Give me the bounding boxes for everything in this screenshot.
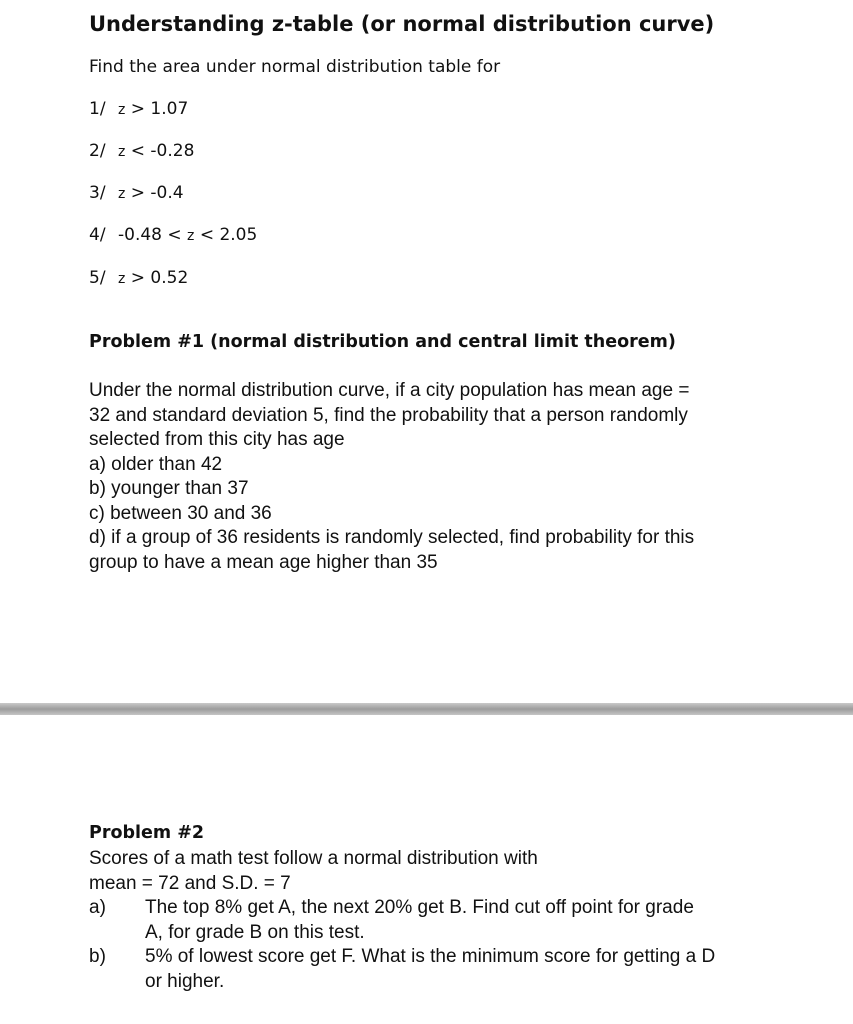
- question-1: [89, 99, 188, 119]
- question-3: [89, 183, 184, 203]
- section-title: Understanding z-table (or normal distribution curve): [89, 12, 715, 36]
- problem1-line: group to have a mean age higher than 35: [89, 551, 438, 573]
- item-text: A, for grade B on this test.: [145, 921, 365, 943]
- question-number: 1/: [89, 99, 106, 119]
- problem1-option-a: a) older than 42: [89, 453, 223, 475]
- problem1-body: [89, 379, 789, 575]
- problem1-option-c: c) between 30 and 36: [89, 502, 272, 524]
- question-5: [89, 268, 188, 288]
- item-text: 5% of lowest score get F. What is the minimum score for getting a D: [145, 946, 716, 967]
- problem2-item-b: [89, 945, 789, 970]
- z-variable: z: [118, 271, 126, 287]
- problem2-line: Scores of a math test follow a normal distribution with: [89, 848, 538, 869]
- z-variable: z: [118, 102, 126, 118]
- question-2: [89, 141, 194, 161]
- question-expression: > 1.07: [130, 99, 189, 119]
- problem2-item-a-cont: [89, 921, 789, 946]
- question-expression: < 2.05: [199, 225, 258, 245]
- item-label: b): [89, 946, 106, 967]
- problem2-body: [89, 847, 789, 994]
- problem1-title: Problem #1 (normal distribution and central limit theorem): [89, 332, 676, 352]
- problem1-line: Under the normal distribution curve, if a city population has mean age =: [89, 380, 690, 401]
- question-number: 5/: [89, 268, 106, 288]
- question-expression: > -0.4: [130, 183, 184, 203]
- question-number: 3/: [89, 183, 106, 203]
- intro-text: Find the area under normal distribution table for: [89, 57, 501, 77]
- item-text: or higher.: [145, 970, 225, 992]
- item-label: a): [89, 897, 106, 918]
- problem2-title: Problem #2: [89, 823, 205, 843]
- question-expression: < -0.28: [130, 141, 195, 161]
- problem1-line: 32 and standard deviation 5, find the probability that a person randomly: [89, 404, 688, 426]
- z-variable: z: [187, 228, 195, 244]
- problem2-item-a: [89, 896, 789, 921]
- problem1-option-b: b) younger than 37: [89, 478, 249, 499]
- problem2-item-b-cont: [89, 970, 789, 995]
- z-variable: z: [118, 186, 126, 202]
- problem2-line: mean = 72 and S.D. = 7: [89, 872, 291, 894]
- z-variable: z: [118, 144, 126, 160]
- question-4: [89, 225, 257, 245]
- page-divider: [0, 703, 853, 715]
- question-number: 2/: [89, 141, 106, 161]
- question-expression: > 0.52: [130, 268, 189, 288]
- question-number: 4/: [89, 225, 106, 245]
- problem1-line: selected from this city has age: [89, 429, 345, 450]
- question-prefix: -0.48 <: [118, 225, 188, 245]
- item-text: The top 8% get A, the next 20% get B. Find cut off point for grade: [145, 897, 694, 918]
- problem1-option-d: d) if a group of 36 residents is randomly selected, find probability for this: [89, 527, 695, 548]
